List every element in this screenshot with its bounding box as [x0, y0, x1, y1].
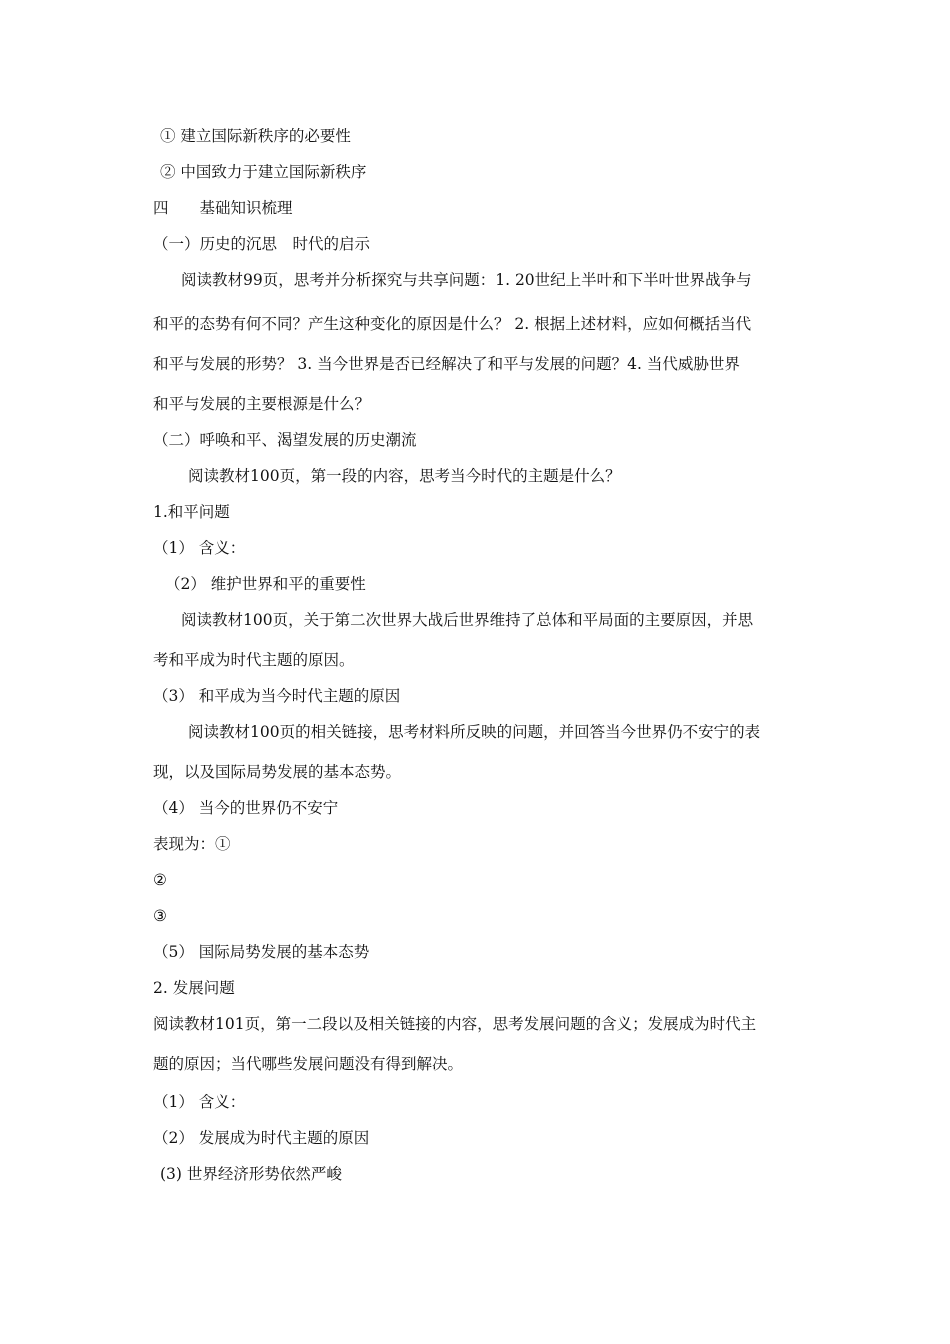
item-line: 表现为：①	[153, 835, 231, 853]
item-line: （3） 和平成为当今时代主题的原因	[153, 687, 401, 705]
subsection-heading: （二）呼唤和平、渴望发展的历史潮流	[153, 431, 417, 449]
section-heading: 四 基础知识梳理	[153, 199, 293, 217]
text-line: ② 中国致力于建立国际新秩序	[160, 163, 367, 181]
paragraph-line: 阅读教材99页，思考并分析探究与共享问题：1. 20世纪上半叶和下半叶世界战争与	[181, 271, 752, 289]
paragraph-line: 考和平成为时代主题的原因。	[153, 651, 355, 669]
paragraph-line: 阅读教材100页，第一段的内容，思考当今时代的主题是什么？	[188, 467, 621, 485]
item-line: （1） 含义：	[153, 539, 246, 557]
item-heading: 1.和平问题	[153, 503, 230, 521]
paragraph-line: 题的原因；当代哪些发展问题没有得到解决。	[153, 1055, 464, 1073]
paragraph-line: 和平与发展的形势？ 3. 当今世界是否已经解决了和平与发展的问题？4. 当代威胁世界	[153, 355, 740, 373]
paragraph-line: 现，以及国际局势发展的基本态势。	[153, 763, 402, 781]
text-line: ① 建立国际新秩序的必要性	[160, 127, 351, 145]
paragraph-line: 阅读教材100页，关于第二次世界大战后世界维持了总体和平局面的主要原因，并思	[181, 611, 754, 629]
item-line: （2） 维护世界和平的重要性	[165, 575, 366, 593]
subsection-heading: （一）历史的沉思 时代的启示	[153, 235, 371, 253]
item-line: （4） 当今的世界仍不安宁	[153, 799, 339, 817]
item-line: ③	[153, 907, 167, 925]
paragraph-line: 阅读教材101页，第一二段以及相关链接的内容，思考发展问题的含义；发展成为时代主	[153, 1015, 757, 1033]
item-line: （2） 发展成为时代主题的原因	[153, 1129, 370, 1147]
item-line: （5） 国际局势发展的基本态势	[153, 943, 370, 961]
item-line: (3) 世界经济形势依然严峻	[160, 1165, 342, 1183]
paragraph-line: 阅读教材100页的相关链接，思考材料所反映的问题，并回答当今世界仍不安宁的表	[188, 723, 761, 741]
item-line: ②	[153, 871, 167, 889]
paragraph-line: 和平与发展的主要根源是什么？	[153, 395, 371, 413]
paragraph-line: 和平的态势有何不同？产生这种变化的原因是什么？ 2. 根据上述材料，应如何概括当代	[153, 315, 752, 333]
item-line: （1） 含义：	[153, 1093, 246, 1111]
item-heading: 2. 发展问题	[153, 979, 235, 997]
